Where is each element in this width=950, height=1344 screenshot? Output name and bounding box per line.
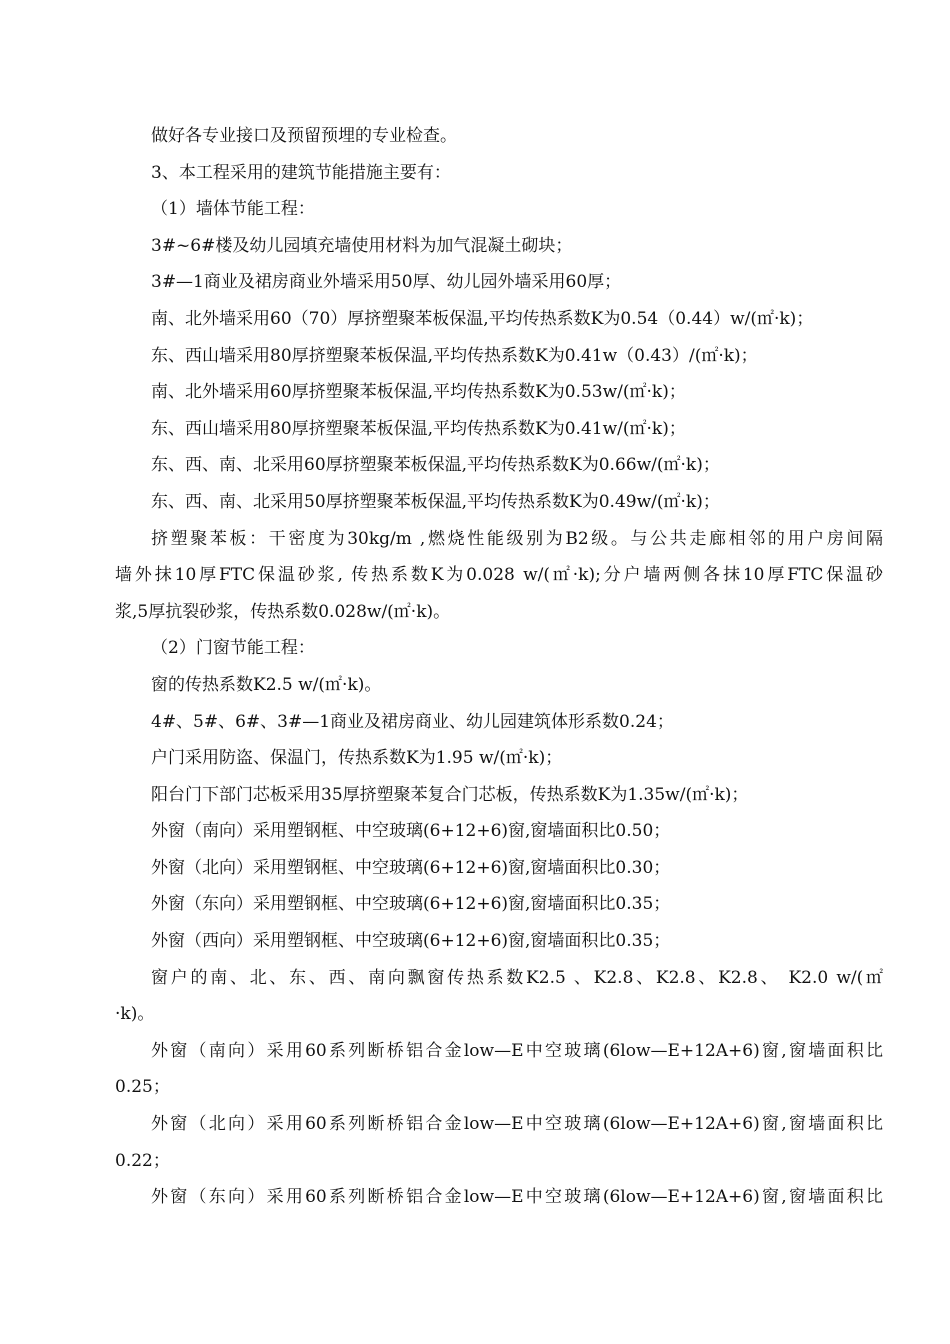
text-line: 窗户的南、北、东、西、南向飘窗传热系数K2.5 、K2.8、K2.8、K2.8、 K2.0 w/(㎡ — [151, 967, 883, 988]
text-line: 东、西山墙采用80厚挤塑聚苯板保温,平均传热系数K为0.41w（0.43）/(㎡·k)； — [151, 345, 758, 366]
text-line: 0.25； — [115, 1077, 170, 1098]
text-line: 墙外抹10厚FTC保温砂浆, 传热系数K为0.028 w/(㎡·k);分户墙两侧各抹10厚FTC保温砂 — [115, 565, 883, 586]
text-line: 东、西山墙采用80厚挤塑聚苯板保温,平均传热系数K为0.41w/(㎡·k)； — [151, 418, 686, 439]
text-line: ·k)。 — [115, 1004, 155, 1025]
text-line: 外窗（东向）采用60系列断桥铝合金low—E中空玻璃(6low—E+12A+6)窗,窗墙面积比 — [151, 1187, 883, 1208]
text-line: 外窗（东向）采用塑钢框、中空玻璃(6+12+6)窗,窗墙面积比0.35； — [151, 894, 671, 915]
text-line: 外窗（北向）采用塑钢框、中空玻璃(6+12+6)窗,窗墙面积比0.30； — [151, 857, 671, 878]
text-line: 外窗（南向）采用60系列断桥铝合金low—E中空玻璃(6low—E+12A+6)窗,窗墙面积比 — [151, 1040, 883, 1061]
document-body — [115, 118, 883, 1216]
text-line: 3#—1商业及裙房商业外墙采用50厚、幼儿园外墙采用60厚； — [151, 272, 622, 293]
text-line: 浆,5厚抗裂砂浆，传热系数0.028w/(㎡·k)。 — [115, 601, 451, 622]
text-line: （2）门窗节能工程： — [151, 638, 315, 659]
text-line: （1）墙体节能工程： — [151, 199, 315, 220]
text-line: 挤塑聚苯板：干密度为30kg/m ,燃烧性能级别为B2级。与公共走廊相邻的用户房间隔 — [151, 528, 883, 549]
text-line: 做好各专业接口及预留预埋的专业检查。 — [151, 126, 457, 146]
text-line: 户门采用防盗、保温门，传热系数K为1.95 w/(㎡·k)； — [151, 748, 563, 769]
text-line: 4#、5#、6#、3#—1商业及裙房商业、幼儿园建筑体形系数0.24； — [151, 711, 674, 732]
text-line: 窗的传热系数K2.5 w/(㎡·k)。 — [151, 674, 382, 695]
text-line: 东、西、南、北采用60厚挤塑聚苯板保温,平均传热系数K为0.66w/(㎡·k)； — [151, 455, 720, 476]
text-line: 外窗（北向）采用60系列断桥铝合金low—E中空玻璃(6low—E+12A+6)窗,窗墙面积比 — [151, 1114, 883, 1135]
text-line: 外窗（西向）采用塑钢框、中空玻璃(6+12+6)窗,窗墙面积比0.35； — [151, 931, 671, 952]
text-line: 3#~6#楼及幼儿园填充墙使用材料为加气混凝土砌块； — [151, 235, 573, 256]
text-line: 东、西、南、北采用50厚挤塑聚苯板保温,平均传热系数K为0.49w/(㎡·k)； — [151, 491, 720, 512]
text-line: 3、本工程采用的建筑节能措施主要有： — [151, 162, 451, 183]
text-line: 阳台门下部门芯板采用35厚挤塑聚苯复合门芯板，传热系数K为1.35w/(㎡·k)； — [151, 784, 749, 805]
text-line: 南、北外墙采用60厚挤塑聚苯板保温,平均传热系数K为0.53w/(㎡·k)； — [151, 382, 686, 403]
text-line: 外窗（南向）采用塑钢框、中空玻璃(6+12+6)窗,窗墙面积比0.50； — [151, 821, 671, 842]
text-line: 南、北外墙采用60（70）厚挤塑聚苯板保温,平均传热系数K为0.54（0.44）w/(㎡·k)； — [151, 308, 814, 329]
text-line: 0.22； — [115, 1150, 170, 1171]
